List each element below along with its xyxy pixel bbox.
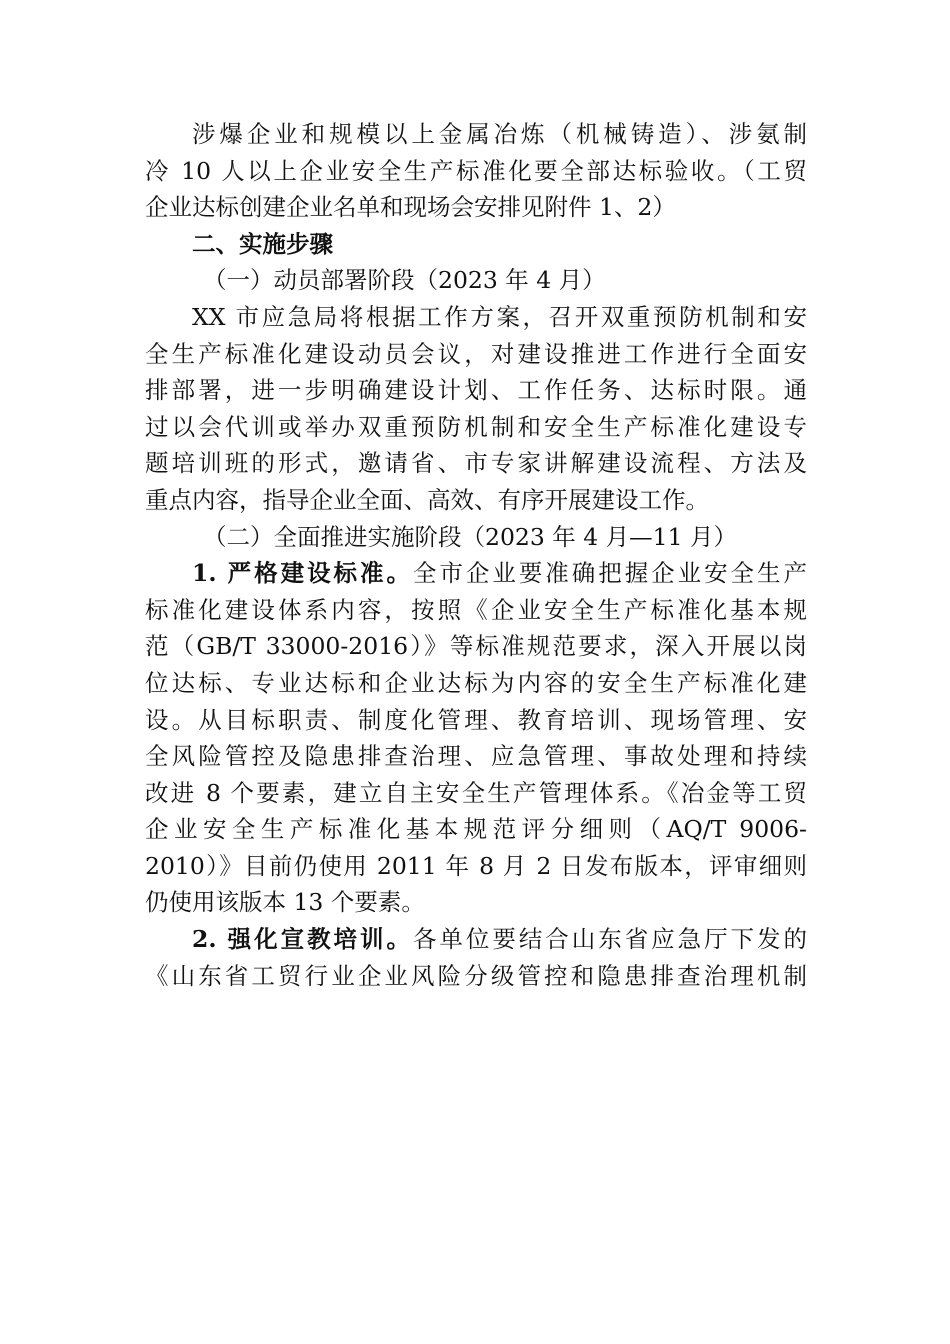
item-first-line bbox=[145, 921, 807, 958]
body-line: 范（GB/T 33000-2016）》等标准规范要求，深入开展以岗 bbox=[145, 632, 807, 661]
item-label: 2. 强化宣教培训。 bbox=[192, 925, 413, 954]
body-line: 涉爆企业和规模以上金属冶炼（机械铸造）、涉氨制 bbox=[192, 120, 807, 148]
body-line: 全生产标准化建设动员会议，对建设推进工作进行全面安 bbox=[145, 339, 807, 368]
item-label: 1. 严格建设标准。 bbox=[192, 559, 413, 588]
subsection-heading: （一）动员部署阶段（2023 年 4 月） bbox=[203, 266, 606, 295]
body-line: 冷 10 人以上企业安全生产标准化要全部达标验收。（工贸 bbox=[145, 156, 807, 185]
subsection-heading: （二）全面推进实施阶段（2023 年 4 月—11 月） bbox=[203, 522, 738, 551]
document-body bbox=[145, 116, 807, 994]
body-line: 题培训班的形式，邀请省、市专家讲解建设流程、方法及 bbox=[145, 449, 807, 478]
body-line: 企业安全生产标准化基本规范评分细则（AQ/T 9006- bbox=[145, 815, 807, 844]
body-line: XX 市应急局将根据工作方案，召开双重预防机制和安 bbox=[192, 302, 807, 331]
body-line: 仍使用该版本 13 个要素。 bbox=[145, 888, 425, 917]
body-line: 重点内容，指导企业全面、高效、有序开展建设工作。 bbox=[145, 485, 709, 514]
body-line: 2010）》目前仍使用 2011 年 8 月 2 日发布版本，评审细则 bbox=[145, 851, 807, 880]
body-line: 位达标、专业达标和企业达标为内容的安全生产标准化建 bbox=[145, 668, 807, 697]
body-line: 标准化建设体系内容，按照《企业安全生产标准化基本规 bbox=[145, 595, 807, 624]
body-line: 排部署，进一步明确建设计划、工作任务、达标时限。通 bbox=[145, 376, 807, 405]
section-heading: 二、实施步骤 bbox=[192, 229, 333, 258]
item-first-line bbox=[145, 555, 807, 592]
body-line: 《山东省工贸行业企业风险分级管控和隐患排查治理机制 bbox=[145, 961, 807, 990]
body-line: 设。从目标职责、制度化管理、教育培训、现场管理、安 bbox=[145, 705, 807, 734]
body-line: 企业达标创建企业名单和现场会安排见附件 1、2） bbox=[145, 193, 676, 222]
item-text: 全市企业要准确把握企业安全生产 bbox=[412, 559, 807, 588]
body-line: 全风险管控及隐患排查治理、应急管理、事故处理和持续 bbox=[145, 742, 807, 771]
body-line: 改进 8 个要素，建立自主安全生产管理体系。《冶金等工贸 bbox=[145, 778, 807, 807]
body-line: 过以会代训或举办双重预防机制和安全生产标准化建设专 bbox=[145, 412, 807, 441]
item-text: 各单位要结合山东省应急厅下发的 bbox=[412, 925, 807, 954]
